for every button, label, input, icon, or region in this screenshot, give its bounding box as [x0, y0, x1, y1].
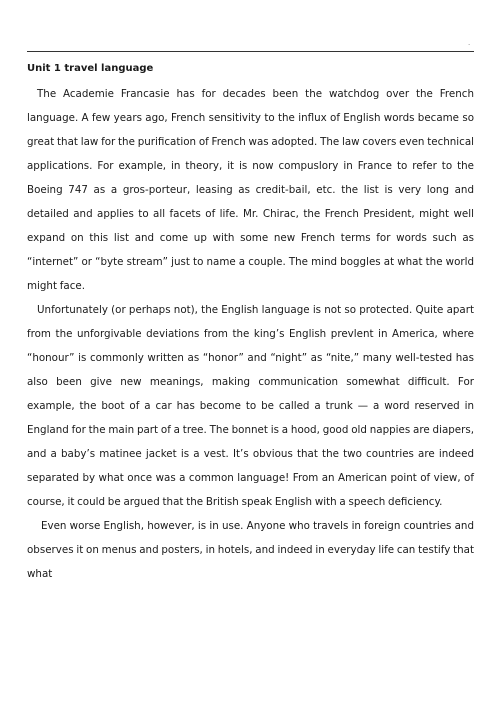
- paragraph-3: Even worse English, however, is in use. Anyone who travels in foreign countries and observes it on menus and posters, in hotels, and indeed in everyday life can testify that what: [27, 520, 474, 580]
- header-mark: .: [468, 39, 471, 47]
- paragraph-2: Unfortunately (or perhaps not), the English language is not so protected. Quite apart from the unforgivable deviations from the king’s English prevlent in America, where “honour” is commonly written as “honor” and “night” as “nite,” many well-tested has also been give new meanings, making communication somewhat difficult. For example, the boot of a car has become to be called a trunk — a word reserved in England for the main part of a tree. The bonnet is a hood, good old nappies are diapers, and a baby’s matinee jacket is a vest. It’s obvious that the two countries are indeed separated by what once was a common language! From an American point of view, of course, it could be argued that the British speak English with a speech deficiency.: [27, 304, 474, 508]
- paragraph-1: The Academie Francasie has for decades been the watchdog over the French language. A few years ago, French sensitivity to the influx of English words became so great that law for the purification of French was adopted. The law covers even technical applications. For example, in theory, it is now compuslory in France to refer to the Boeing 747 as a gros-porteur, leasing as credit-bail, etc. the list is very long and detailed and applies to all facets of life. Mr. Chirac, the French President, might well expand on this list and come up with some new French terms for words such as “internet” or “byte stream” just to name a couple. The mind boggles at what the world might face.: [27, 88, 474, 292]
- header-rule: [27, 51, 474, 52]
- document-body: [27, 60, 474, 586]
- document-title: Unit 1 travel language: [27, 63, 154, 74]
